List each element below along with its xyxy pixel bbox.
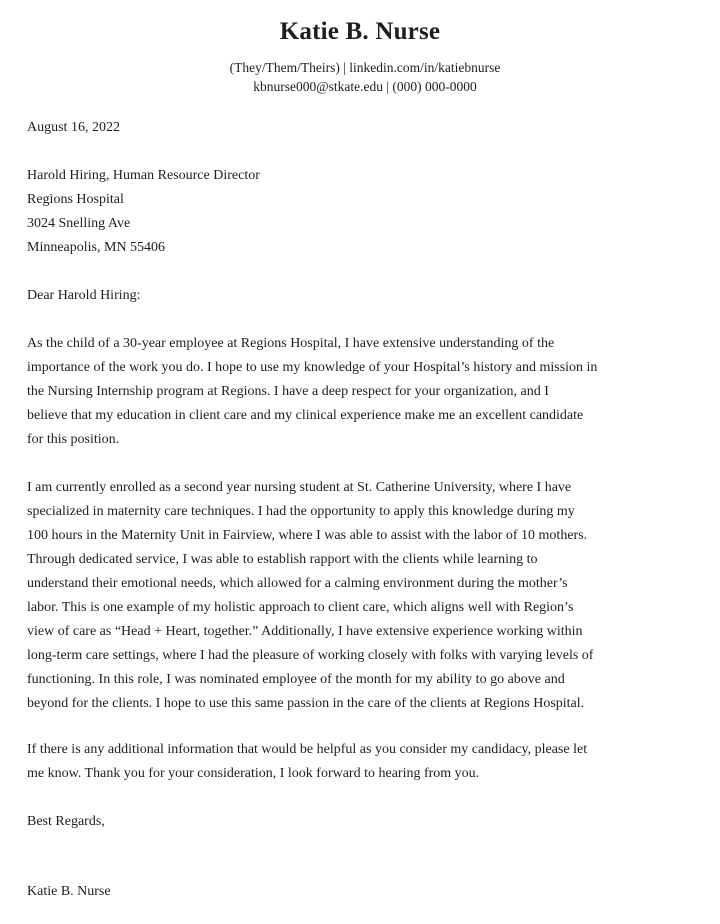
paragraph-line: 100 hours in the Maternity Unit in Fairview, where I was able to assist with the labor of 10 mothers. — [27, 528, 588, 543]
contact-line-email-phone: kbnurse000@stkate.edu | (000) 000-0000 — [253, 79, 477, 94]
contact-line-pronouns-linkedin: (They/Them/Theirs) | linkedin.com/in/katiebnurse — [229, 60, 501, 75]
letter-date: August 16, 2022 — [27, 120, 120, 135]
paragraph-line: beyond for the clients. I hope to use this same passion in the care of the clients at Regions Hospital. — [27, 696, 585, 711]
paragraph-line: importance of the work you do. I hope to use my knowledge of your Hospital’s history and mission in — [27, 360, 598, 375]
recipient-city-state-zip: Minneapolis, MN 55406 — [27, 240, 166, 255]
paragraph-line: specialized in maternity care techniques. I had the opportunity to apply this knowledge during my — [27, 504, 575, 519]
paragraph-line: As the child of a 30-year employee at Regions Hospital, I have extensive understanding of the — [27, 336, 555, 351]
paragraph-line: me know. Thank you for your consideration, I look forward to hearing from you. — [27, 766, 480, 781]
body-paragraph-1 — [27, 332, 702, 452]
paragraph-line: Through dedicated service, I was able to establish rapport with the clients while learning to — [27, 552, 538, 567]
body-paragraph-3 — [27, 738, 702, 786]
signature-name: Katie B. Nurse — [27, 884, 111, 899]
closing: Best Regards, — [27, 814, 105, 829]
salutation: Dear Harold Hiring: — [27, 288, 141, 303]
recipient-name-title: Harold Hiring, Human Resource Director — [27, 168, 260, 183]
paragraph-line: the Nursing Internship program at Regions. I have a deep respect for your organization, and I — [27, 384, 549, 399]
paragraph-line: If there is any additional information that would be helpful as you consider my candidacy, please let — [27, 742, 588, 757]
paragraph-line: believe that my education in client care and my clinical experience make me an excellent candidate — [27, 408, 584, 423]
paragraph-line: understand their emotional needs, which allowed for a calming environment during the mother’s — [27, 576, 568, 591]
recipient-street: 3024 Snelling Ave — [27, 216, 131, 231]
recipient-address — [27, 164, 702, 260]
paragraph-line: I am currently enrolled as a second year nursing student at St. Catherine University, where I have — [27, 480, 572, 495]
applicant-name: Katie B. Nurse — [279, 18, 441, 45]
paragraph-line: view of care as “Head + Heart, together.” Additionally, I have extensive experience working within — [27, 624, 583, 639]
recipient-organization: Regions Hospital — [27, 192, 124, 207]
paragraph-line: long-term care settings, where I had the pleasure of working closely with folks with varying levels of — [27, 648, 594, 663]
paragraph-line: labor. This is one example of my holistic approach to client care, which aligns well with Region’s — [27, 600, 574, 615]
paragraph-line: for this position. — [27, 432, 120, 447]
paragraph-line: functioning. In this role, I was nominated employee of the month for my ability to go above and — [27, 672, 565, 687]
body-paragraph-2 — [27, 476, 702, 716]
